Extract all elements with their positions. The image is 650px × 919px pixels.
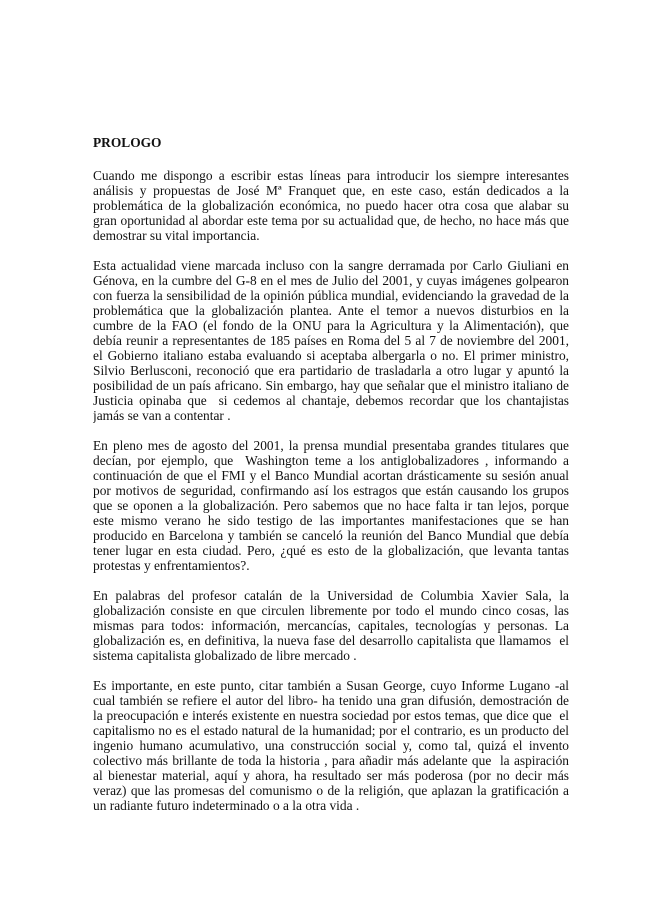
text-line: colectivo más brillante de toda la historia , para añadir más adelante que la aspiración bbox=[93, 753, 569, 768]
paragraph bbox=[93, 588, 569, 663]
text-line: gran oportunidad al abordar este tema por su actualidad que, de hecho, no hace más que bbox=[93, 213, 569, 228]
text-line: un radiante futuro indeterminado o a la otra vida . bbox=[93, 798, 360, 813]
document-body bbox=[93, 168, 569, 813]
text-line: globalización consiste en que circulen libremente por todo el mundo cinco cosas, las bbox=[93, 603, 569, 618]
text-line: al bienestar material, aquí y ahora, ha resultado ser más poderosa (por no decir más bbox=[93, 768, 569, 783]
text-line: cual también se refiere el autor del libro- ha tenido una gran difusión, demostración de bbox=[93, 693, 569, 708]
text-line: protestas y enfrentamientos?. bbox=[93, 558, 250, 573]
text-line: En pleno mes de agosto del 2001, la prensa mundial presentaba grandes titulares que bbox=[93, 438, 569, 453]
text-line: tener lugar en esta ciudad. Pero, ¿qué es esto de la globalización, que levanta tantas bbox=[93, 543, 569, 558]
text-line: el Gobierno italiano estaba evaluando si aceptaba albergarla o no. El primer ministro, bbox=[93, 348, 569, 363]
text-line: producido en Barcelona y también se canceló la reunión del Banco Mundial que debía bbox=[93, 528, 569, 543]
paragraph bbox=[93, 438, 569, 573]
text-line: veraz) que las promesas del comunismo o de la religión, que aplazan la gratificación a bbox=[93, 783, 569, 798]
text-line: En palabras del profesor catalán de la Universidad de Columbia Xavier Sala, la bbox=[93, 588, 569, 603]
text-line: este mismo verano he sido testigo de las importantes manifestaciones que se han bbox=[93, 513, 569, 528]
text-line: Esta actualidad viene marcada incluso con la sangre derramada por Carlo Giuliani en bbox=[93, 258, 569, 273]
text-line: que se oponen a la globalización. Pero sabemos que no hace falta ir tan lejos, porque bbox=[93, 498, 569, 513]
text-line: mismas para todos: información, mercancías, capitales, tecnologías y personas. La bbox=[93, 618, 569, 633]
text-line: ingenio humano acumulativo, una construcción social y, como tal, quizá el invento bbox=[93, 738, 569, 753]
paragraph bbox=[93, 168, 569, 243]
text-line: demostrar su vital importancia. bbox=[93, 228, 260, 243]
document-page bbox=[93, 135, 569, 828]
text-line: Silvio Berlusconi, reconoció que era partidario de trasladarla a otro lugar y apuntó la bbox=[93, 363, 569, 378]
text-line: sistema capitalista globalizado de libre mercado . bbox=[93, 648, 357, 663]
text-line: Es importante, en este punto, citar también a Susan George, cuyo Informe Lugano -al bbox=[93, 678, 569, 693]
text-line: Cuando me dispongo a escribir estas líneas para introducir los siempre interesantes bbox=[93, 168, 569, 183]
text-line: la preocupación e interés existente en nuestra sociedad por estos temas, que dice que el bbox=[93, 708, 569, 723]
text-line: con fuerza la sensibilidad de la opinión pública mundial, evidenciando la gravedad de la bbox=[93, 288, 569, 303]
text-line: análisis y propuestas de José Mª Franquet que, en este caso, están dedicados a la bbox=[93, 183, 569, 198]
text-line: jamás se van a contentar . bbox=[93, 408, 231, 423]
paragraph bbox=[93, 258, 569, 423]
paragraph bbox=[93, 678, 569, 813]
text-line: cumbre de la FAO (el fondo de la ONU para la Agricultura y la Alimentación), que bbox=[93, 318, 569, 333]
text-line: problemática que la globalización plantea. Ante el temor a nuevos disturbios en la bbox=[93, 303, 569, 318]
text-line: debía reunir a representantes de 185 países en Roma del 5 al 7 de noviembre del 2001, bbox=[93, 333, 569, 348]
text-line: problemática de la globalización económica, no puedo hacer otra cosa que alabar su bbox=[93, 198, 569, 213]
text-line: decían, por ejemplo, que Washington teme a los antiglobalizadores , informando a bbox=[93, 453, 569, 468]
text-line: Génova, en la cumbre del G-8 en el mes de Julio del 2001, y cuyas imágenes golpearon bbox=[93, 273, 569, 288]
text-line: globalización es, en definitiva, la nueva fase del desarrollo capitalista que llamamos el bbox=[93, 633, 569, 648]
text-line: posibilidad de un país africano. Sin embargo, hay que señalar que el ministro italiano de bbox=[93, 378, 569, 393]
text-line: capitalismo no es el estado natural de la humanidad; por el contrario, es un producto del bbox=[93, 723, 569, 738]
text-line: por motivos de seguridad, confirmando así los estragos que están causando los grupos bbox=[93, 483, 569, 498]
text-line: Justicia opinaba que si cedemos al chantaje, debemos recordar que los chantajistas bbox=[93, 393, 569, 408]
text-line: continuación de que el FMI y el Banco Mundial acortan drásticamente su sesión anual bbox=[93, 468, 569, 483]
prologue-heading: PROLOGO bbox=[93, 135, 162, 150]
